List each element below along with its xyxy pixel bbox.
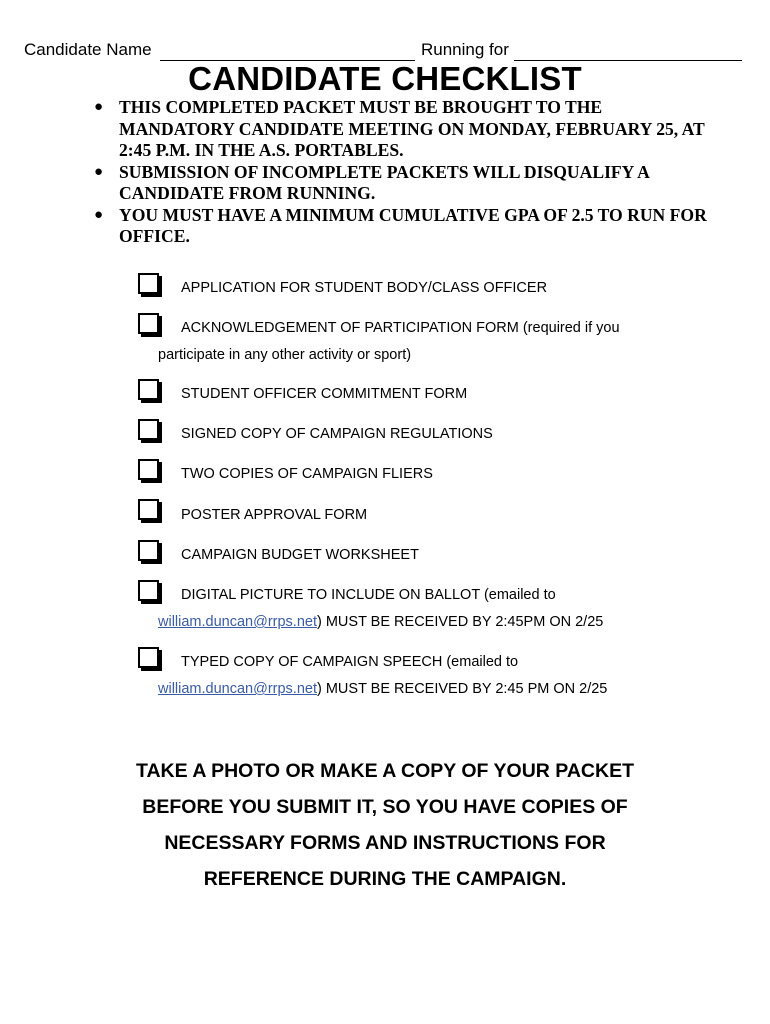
email-link[interactable]: william.duncan@rrps.net: [158, 614, 317, 630]
checkbox-icon[interactable]: [138, 540, 159, 561]
checklist-item-picture-cont: william.duncan@rrps.net) MUST BE RECEIVED BY 2:45PM ON 2/25: [158, 614, 604, 630]
closing-notice: [0, 753, 770, 897]
bullet-icon: ●: [94, 206, 104, 223]
checklist-item-poster: POSTER APPROVAL FORM: [181, 507, 368, 523]
closing-line: NECESSARY FORMS AND INSTRUCTIONS FOR: [164, 832, 606, 854]
candidate-name-label: Candidate Name: [24, 40, 152, 59]
checklist-item-regulations: SIGNED COPY OF CAMPAIGN REGULATIONS: [181, 426, 493, 442]
bullet-icon: ●: [94, 99, 104, 115]
checklist-item-speech-cont: william.duncan@rrps.net) MUST BE RECEIVED BY 2:45 PM ON 2/25: [158, 681, 608, 697]
closing-line: BEFORE YOU SUBMIT IT, SO YOU HAVE COPIES OF: [142, 796, 628, 818]
running-for-label: Running for: [421, 40, 509, 59]
checkbox-icon[interactable]: [138, 379, 159, 400]
checkbox-icon[interactable]: [138, 647, 159, 668]
checkbox-icon[interactable]: [138, 313, 159, 334]
checklist-item-budget: CAMPAIGN BUDGET WORKSHEET: [181, 547, 419, 563]
checklist-item-picture: DIGITAL PICTURE TO INCLUDE ON BALLOT (emailed to: [181, 587, 556, 603]
instruction-item: ● SUBMISSION OF INCOMPLETE PACKETS WILL DISQUALIFY A CANDIDATE FROM RUNNING.: [94, 161, 649, 203]
closing-line: REFERENCE DURING THE CAMPAIGN.: [203, 868, 567, 890]
instruction-item: ● THIS COMPLETED PACKET MUST BE BROUGHT TO THE MANDATORY CANDIDATE MEETING ON MONDAY, FEBRUARY 25, AT 2:45 P.M. IN THE A.S. PORTABLES.: [94, 97, 705, 160]
closing-line: TAKE A PHOTO OR MAKE A COPY OF YOUR PACKET: [135, 760, 634, 782]
checkbox-icon[interactable]: [138, 419, 159, 440]
checkbox-icon[interactable]: [138, 580, 159, 601]
checklist-item-speech: TYPED COPY OF CAMPAIGN SPEECH (emailed to: [181, 654, 519, 670]
email-link[interactable]: william.duncan@rrps.net: [158, 681, 317, 697]
checkbox-icon[interactable]: [138, 459, 159, 480]
checkbox-icon[interactable]: [138, 273, 159, 294]
checkbox-icon[interactable]: [138, 499, 159, 520]
running-for-field[interactable]: [514, 40, 742, 61]
instruction-item: ● YOU MUST HAVE A MINIMUM CUMULATIVE GPA OF 2.5 TO RUN FOR OFFICE.: [94, 204, 707, 246]
checklist-item-acknowledgement-cont: participate in any other activity or sport): [158, 347, 412, 363]
checklist-item-acknowledgement: ACKNOWLEDGEMENT OF PARTICIPATION FORM (required if you: [181, 320, 620, 336]
checklist-item-application: APPLICATION FOR STUDENT BODY/CLASS OFFICER: [181, 280, 548, 296]
instruction-list: [90, 97, 710, 248]
checklist-item-fliers: TWO COPIES OF CAMPAIGN FLIERS: [181, 466, 433, 482]
page-title: CANDIDATE CHECKLIST: [188, 60, 582, 97]
checklist-item-commitment: STUDENT OFFICER COMMITMENT FORM: [181, 386, 468, 402]
candidate-name-field[interactable]: [160, 40, 415, 61]
bullet-icon: ●: [94, 163, 104, 180]
